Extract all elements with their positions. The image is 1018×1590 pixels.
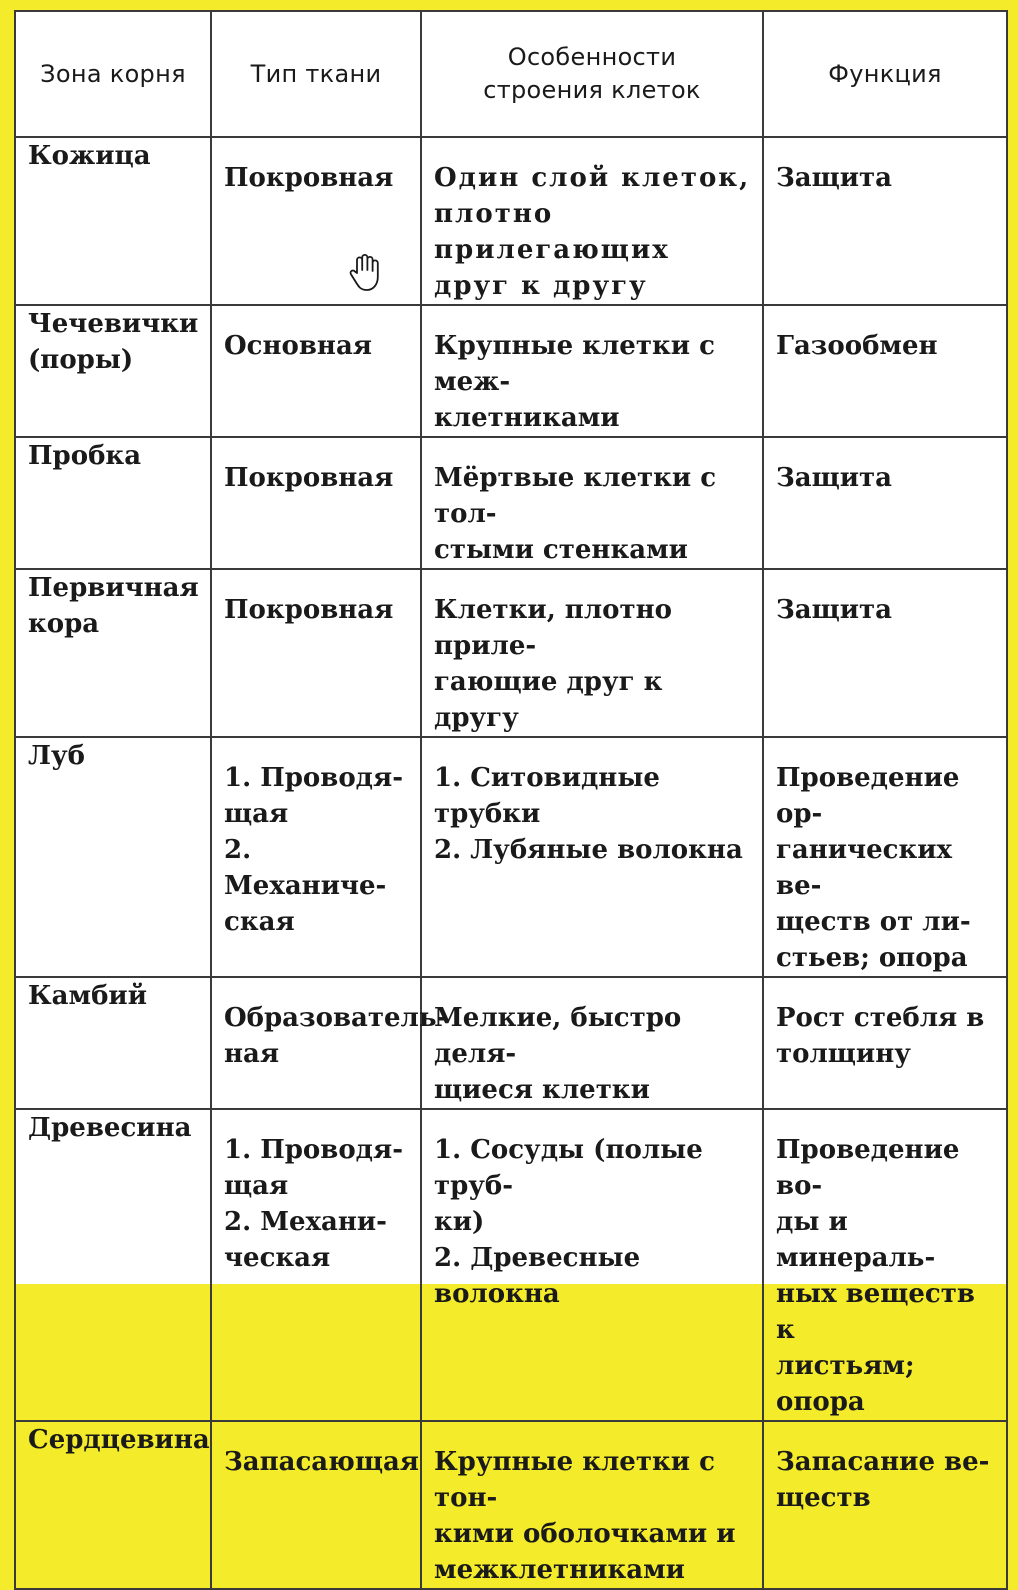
table-row bbox=[15, 1421, 1007, 1589]
tissue-cell bbox=[211, 1109, 421, 1421]
table-row bbox=[15, 737, 1007, 977]
zone-cell bbox=[15, 1109, 211, 1421]
structure-cell bbox=[421, 1421, 763, 1589]
tissue-text: 1. Проводя- щая 2. Механиче- ская bbox=[224, 763, 404, 937]
structure-cell bbox=[421, 137, 763, 305]
tissue-cell bbox=[211, 569, 421, 737]
function-cell bbox=[763, 569, 1007, 737]
tissue-cell bbox=[211, 977, 448, 1109]
header-cell-structure: Особенности строения клеток bbox=[421, 11, 763, 137]
structure-text: Мелкие, быстро деля- щиеся клетки bbox=[434, 1003, 682, 1105]
header-tissue-type: Тип ткани bbox=[211, 11, 421, 137]
zone-cell bbox=[15, 569, 211, 737]
structure-cell bbox=[421, 737, 763, 977]
table-row bbox=[15, 305, 1007, 437]
zone-text: Кожица bbox=[28, 141, 151, 171]
header-zone: Зона корня bbox=[15, 11, 211, 137]
tissue-cell bbox=[211, 1421, 421, 1589]
function-text: Защита bbox=[776, 163, 892, 193]
function-cell bbox=[763, 137, 1007, 305]
function-text: Запасание ве- ществ bbox=[776, 1447, 990, 1513]
function-cell bbox=[763, 977, 1007, 1109]
header-function: Функция bbox=[763, 11, 1007, 137]
zone-cell bbox=[15, 737, 211, 977]
tissue-text: Основная bbox=[224, 331, 373, 361]
function-cell bbox=[763, 737, 1007, 977]
table-row bbox=[15, 977, 1007, 1109]
structure-cell bbox=[421, 977, 763, 1109]
tissue-text: Покровная bbox=[224, 463, 394, 493]
tissue-cell bbox=[211, 305, 421, 437]
tissue-cell bbox=[211, 137, 421, 305]
function-text: Проведение во- ды и минераль- ных веществ к листьям; опора bbox=[776, 1135, 975, 1417]
structure-text: Крупные клетки с меж- клетниками bbox=[434, 331, 715, 433]
structure-text: Крупные клетки с тон- кими оболочками и межклетниками bbox=[434, 1447, 736, 1585]
zone-text: Сердцевина bbox=[28, 1425, 210, 1455]
tissue-text: Запасающая bbox=[224, 1447, 419, 1477]
root-zones-table bbox=[14, 10, 1008, 1590]
function-cell bbox=[763, 1421, 1007, 1589]
zone-text: Пробка bbox=[28, 441, 142, 471]
structure-cell bbox=[421, 437, 763, 569]
zone-cell bbox=[15, 305, 211, 437]
function-text: Защита bbox=[776, 595, 892, 625]
tissue-cell bbox=[211, 737, 421, 977]
zone-cell bbox=[15, 1421, 211, 1589]
zone-cell bbox=[15, 137, 211, 305]
tissue-text: Покровная bbox=[224, 595, 394, 625]
function-cell bbox=[763, 1109, 1007, 1421]
table-row bbox=[15, 569, 1007, 737]
document-page bbox=[14, 10, 1006, 1585]
table-row bbox=[15, 1109, 1007, 1421]
zone-text: Луб bbox=[28, 741, 85, 771]
tissue-text: 1. Проводя- щая 2. Механи- ческая bbox=[224, 1135, 404, 1273]
zone-text: Чечевички (поры) bbox=[28, 309, 199, 375]
tissue-text: Образователь- ная bbox=[224, 1003, 448, 1069]
structure-cell bbox=[421, 569, 763, 737]
structure-cell bbox=[421, 305, 763, 437]
structure-text: 1. Ситовидные трубки 2. Лубяные волокна bbox=[434, 763, 743, 865]
function-text: Защита bbox=[776, 463, 892, 493]
function-text: Проведение ор- ганических ве- ществ от ли- стьев; опора bbox=[776, 763, 971, 973]
table-row bbox=[15, 137, 1007, 305]
function-cell bbox=[763, 437, 1007, 569]
zone-text: Первичная кора bbox=[28, 573, 199, 639]
structure-text: 1. Сосуды (полые труб- ки) 2. Древесные волокна bbox=[434, 1135, 703, 1309]
table-row bbox=[15, 437, 1007, 569]
structure-text: Клетки, плотно приле- гающие друг к другу bbox=[434, 595, 672, 733]
zone-cell bbox=[15, 977, 211, 1109]
function-text: Рост стебля в толщину bbox=[776, 1003, 985, 1069]
zone-text: Камбий bbox=[28, 981, 147, 1011]
structure-text: Мёртвые клетки с тол- стыми стенками bbox=[434, 463, 717, 565]
function-cell bbox=[763, 305, 1007, 437]
tissue-text: Покровная bbox=[224, 163, 394, 193]
structure-text: Один слой клеток, плотно прилегающих друг к другу bbox=[434, 163, 751, 301]
structure-cell bbox=[421, 1109, 763, 1421]
function-text: Газообмен bbox=[776, 331, 938, 361]
hand-pointer-icon bbox=[347, 253, 381, 293]
zone-cell bbox=[15, 437, 211, 569]
tissue-cell bbox=[211, 437, 421, 569]
table-header-row bbox=[15, 11, 1007, 137]
zone-text: Древесина bbox=[28, 1113, 192, 1143]
